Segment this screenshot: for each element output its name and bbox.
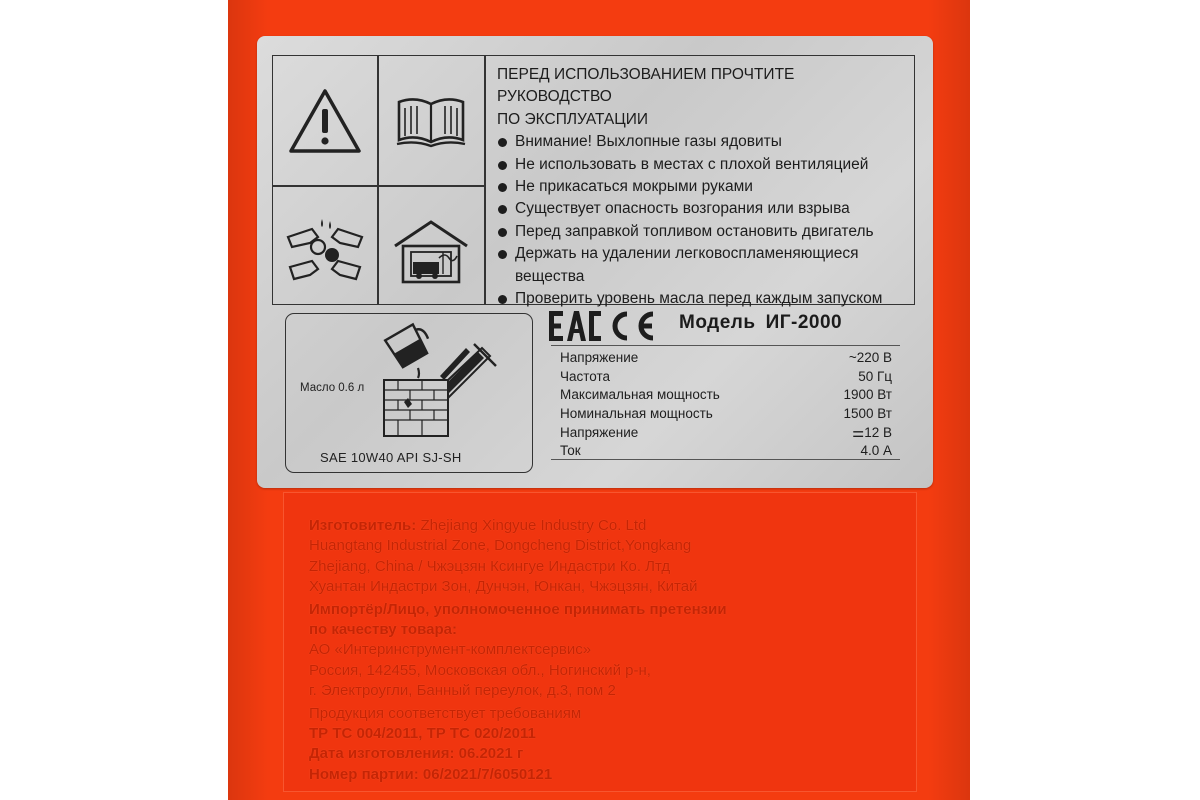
manufacture-date-line [309, 744, 909, 764]
warning-list [497, 131, 912, 310]
wet-hands-icon [273, 187, 377, 316]
table-row [560, 368, 892, 387]
importer-label: Импортёр/Лицо, уполномоченное принимать претензии [309, 600, 727, 618]
eac-ce-marks-icon [547, 308, 659, 344]
list-item: Внимание! Выхлопные газы ядовиты [497, 131, 912, 153]
table-row [560, 386, 892, 405]
spec-label: Номинальная мощность [560, 406, 713, 422]
address-line: Zhejiang, China / Чжэцзян Ксингуе Индастри Ко. Лтд [309, 557, 671, 575]
warning-heading: ПЕРЕД ИСПОЛЬЗОВАНИЕМ ПРОЧТИТЕ РУКОВОДСТВО [497, 66, 795, 106]
spec-table [560, 349, 892, 461]
spec-value: ~220 В [848, 350, 892, 366]
oil-volume: Масло 0.6 л [300, 382, 365, 394]
batch-line [309, 765, 909, 785]
warning-triangle-icon [273, 56, 377, 185]
house-ventilation-icon [379, 187, 483, 316]
spec-label: Напряжение [560, 350, 639, 366]
warning-heading: ПО ЭКСПЛУАТАЦИИ [497, 110, 648, 128]
divider [484, 56, 486, 304]
list-item: Перед заправкой топливом остановить двигатель [497, 221, 912, 243]
spec-value: 4.0 А [860, 443, 892, 459]
manufacturer-label: Изготовитель: [309, 517, 417, 534]
divider [551, 345, 900, 346]
spec-label: Ток [560, 443, 581, 459]
model-label: Модель [679, 312, 756, 333]
spec-label: Напряжение [560, 424, 639, 440]
importer-line: г. Электроугли, Банный переулок, д.3, пом 2 [309, 682, 616, 700]
importer-label: по качеству товара: [309, 621, 457, 639]
sticker-text [309, 516, 909, 785]
manual-book-icon [379, 56, 483, 185]
spec-value: 1500 Вт [843, 406, 892, 422]
table-row [560, 442, 892, 461]
manufacture-date: 06.2021 г [458, 745, 524, 763]
model-line [679, 312, 852, 334]
address-line: Хуантан Индастри Зон, Дунчэн, Юнкан, Чжэцзян, Китай [309, 578, 698, 596]
list-item: Не прикасаться мокрыми руками [497, 176, 912, 198]
table-row [560, 423, 892, 442]
importer-line: АО «Интеринструмент-комплектсервис» [309, 641, 592, 659]
manufacturer-line [309, 516, 909, 536]
manufacturer-name: Zhejiang Xingyue Industry Co. Ltd [420, 517, 647, 534]
warning-spec-label [257, 36, 933, 488]
compliance-line: ТР ТС 004/2011, ТР ТС 020/2011 [309, 725, 536, 743]
list-item: Существует опасность возгорания или взрыва [497, 198, 912, 220]
list-item: Держать на удалении легковоспламеняющиеся вещества [497, 243, 912, 288]
oil-grade: SAE 10W40 API SJ-SH [320, 450, 462, 465]
batch-label: Номер партии: [309, 765, 419, 783]
list-item: Не использовать в местах с плохой вентиляцией [497, 154, 912, 176]
list-item: Проверить уровень масла перед каждым запуском [497, 288, 912, 310]
oil-info-box [285, 313, 533, 473]
divider [551, 459, 900, 460]
spec-value: ⚌12 В [852, 424, 892, 440]
oil-refill-icon [378, 320, 498, 440]
spec-value: 1900 Вт [843, 387, 892, 403]
importer-line: Россия, 142455, Московская обл., Ногинский р-н, [309, 661, 651, 679]
model-value: ИГ-2000 [765, 312, 843, 333]
spec-label: Частота [560, 368, 611, 384]
batch-number: 06/2021/7/6050121 [422, 765, 553, 783]
spec-value: 50 Гц [858, 368, 892, 384]
warning-text [497, 64, 912, 310]
warning-box [272, 55, 915, 308]
table-row [560, 405, 892, 424]
manufacturer-sticker [283, 492, 917, 792]
compliance-line: Продукция соответствует требованиям [309, 704, 582, 722]
table-row [560, 349, 892, 368]
address-line: Huangtang Industrial Zone, Dongcheng District,Yongkang [309, 537, 692, 555]
spec-label: Максимальная мощность [560, 387, 720, 403]
manufacture-date-label: Дата изготовления: [309, 745, 455, 763]
